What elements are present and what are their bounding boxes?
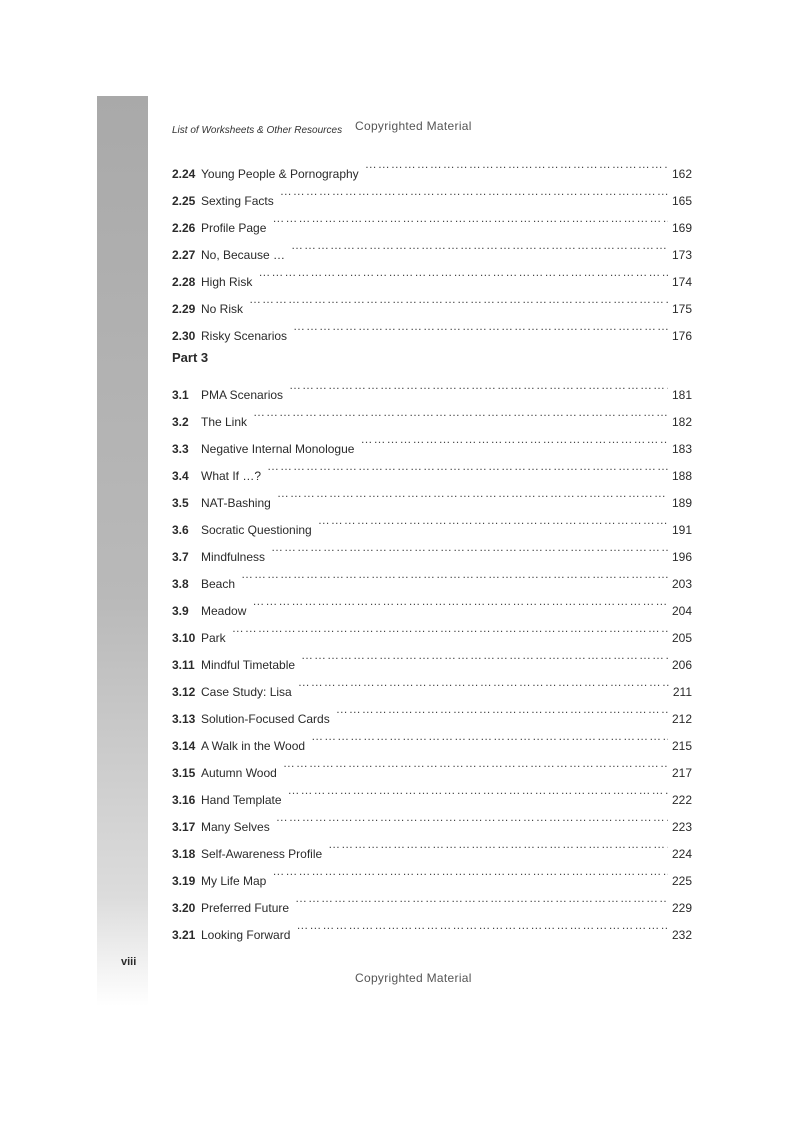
entry-number: 2.24: [172, 167, 196, 181]
table-of-contents: [172, 151, 692, 942]
entry-title: Negative Internal Monologue: [201, 442, 355, 456]
leader-dots: [296, 912, 668, 939]
leader-dots: [360, 426, 668, 453]
entry-title: Mindfulness: [201, 550, 266, 564]
page-number: viii: [121, 956, 137, 968]
entry-title: Preferred Future: [201, 901, 290, 915]
entry-number: 3.10: [172, 631, 196, 645]
toc-group-part-3: [172, 372, 692, 942]
leader-dots: [277, 480, 668, 507]
entry-page: 215: [671, 739, 692, 753]
entry-page: 224: [671, 847, 692, 861]
entry-number: 3.18: [172, 847, 196, 861]
toc-entry: [172, 588, 692, 618]
entry-number: 3.16: [172, 793, 196, 807]
entry-number: 2.28: [172, 275, 196, 289]
entry-title: PMA Scenarios: [201, 388, 284, 402]
leader-dots: [318, 507, 668, 534]
leader-dots: [295, 885, 668, 912]
leader-dots: [293, 313, 668, 340]
entry-page: 191: [671, 523, 692, 537]
entry-page: 176: [671, 329, 692, 343]
toc-entry: [172, 372, 692, 402]
entry-page: 211: [672, 685, 692, 699]
entry-title: Many Selves: [201, 820, 270, 834]
leader-dots: [258, 259, 668, 286]
part-heading: Part 3: [172, 350, 209, 365]
entry-page: 223: [671, 820, 692, 834]
entry-page: 205: [671, 631, 692, 645]
entry-page: 232: [671, 928, 692, 942]
entry-page: 188: [671, 469, 692, 483]
leader-dots: [288, 777, 668, 804]
leader-dots: [283, 750, 668, 777]
entry-title: High Risk: [201, 275, 253, 289]
toc-entry: [172, 561, 692, 591]
leader-dots: [298, 669, 669, 696]
entry-page: 165: [671, 194, 692, 208]
entry-page: 173: [671, 248, 692, 262]
entry-number: 3.20: [172, 901, 196, 915]
entry-number: 3.1: [172, 388, 189, 402]
entry-number: 3.21: [172, 928, 196, 942]
entry-number: 3.15: [172, 766, 196, 780]
leader-dots: [272, 858, 668, 885]
entry-page: 162: [671, 167, 692, 181]
leader-dots: [271, 534, 668, 561]
entry-number: 3.14: [172, 739, 196, 753]
entry-title: No Risk: [201, 302, 244, 316]
toc-group-part-2: [172, 151, 692, 343]
entry-number: 3.2: [172, 415, 189, 429]
running-head: List of Worksheets & Other Resources: [172, 125, 343, 136]
entry-title: Park: [201, 631, 226, 645]
entry-title: Beach: [201, 577, 236, 591]
entry-number: 3.9: [172, 604, 189, 618]
entry-page: 169: [671, 221, 692, 235]
leader-dots: [232, 615, 668, 642]
entry-title: Young People & Pornography: [201, 167, 359, 181]
entry-number: 3.17: [172, 820, 196, 834]
toc-entry: [172, 151, 692, 181]
entry-number: 3.7: [172, 550, 189, 564]
leader-dots: [301, 642, 668, 669]
leader-dots: [241, 561, 668, 588]
toc-entry: [172, 642, 692, 672]
entry-number: 3.6: [172, 523, 189, 537]
entry-page: 181: [671, 388, 692, 402]
entry-page: 217: [671, 766, 692, 780]
entry-page: 225: [671, 874, 692, 888]
leader-dots: [249, 286, 668, 313]
leader-dots: [253, 399, 668, 426]
entry-number: 3.11: [172, 658, 195, 672]
entry-title: NAT-Bashing: [201, 496, 271, 510]
entry-number: 3.3: [172, 442, 189, 456]
leader-dots: [291, 232, 668, 259]
entry-title: Meadow: [201, 604, 247, 618]
leader-dots: [289, 372, 668, 399]
entry-title: No, Because …: [201, 248, 286, 262]
entry-title: My Life Map: [201, 874, 267, 888]
leader-dots: [280, 178, 668, 205]
entry-page: 182: [671, 415, 692, 429]
entry-title: Risky Scenarios: [201, 329, 288, 343]
entry-title: Sexting Facts: [201, 194, 274, 208]
side-margin-bar: [97, 96, 148, 1006]
entry-page: 204: [671, 604, 692, 618]
leader-dots: [311, 723, 668, 750]
entry-title: Solution-Focused Cards: [201, 712, 330, 726]
leader-dots: [272, 205, 668, 232]
copyright-watermark-bottom: Copyrighted Material: [355, 971, 472, 985]
entry-number: 2.25: [172, 194, 196, 208]
entry-number: 3.4: [172, 469, 189, 483]
entry-page: 174: [671, 275, 692, 289]
entry-number: 2.27: [172, 248, 196, 262]
toc-entry: [172, 286, 692, 316]
entry-number: 2.29: [172, 302, 196, 316]
entry-number: 2.26: [172, 221, 196, 235]
entry-title: Self-Awareness Profile: [201, 847, 323, 861]
entry-number: 3.8: [172, 577, 189, 591]
entry-page: 206: [671, 658, 692, 672]
entry-number: 3.13: [172, 712, 196, 726]
leader-dots: [252, 588, 668, 615]
entry-title: Profile Page: [201, 221, 267, 235]
entry-page: 183: [671, 442, 692, 456]
entry-page: 203: [671, 577, 692, 591]
entry-page: 222: [671, 793, 692, 807]
entry-title: Case Study: Lisa: [201, 685, 292, 699]
entry-title: Mindful Timetable: [201, 658, 296, 672]
leader-dots: [365, 151, 668, 178]
entry-title: Hand Template: [201, 793, 282, 807]
entry-number: 2.30: [172, 329, 196, 343]
entry-title: A Walk in the Wood: [201, 739, 306, 753]
entry-page: 175: [671, 302, 692, 316]
entry-number: 3.19: [172, 874, 196, 888]
toc-entry: [172, 313, 692, 343]
entry-title: What If …?: [201, 469, 262, 483]
entry-page: 229: [671, 901, 692, 915]
entry-title: The Link: [201, 415, 248, 429]
entry-title: Autumn Wood: [201, 766, 277, 780]
leader-dots: [267, 453, 668, 480]
entry-title: Socratic Questioning: [201, 523, 312, 537]
entry-page: 189: [671, 496, 692, 510]
entry-number: 3.12: [172, 685, 196, 699]
toc-entry: [172, 615, 692, 645]
entry-page: 212: [671, 712, 692, 726]
leader-dots: [276, 804, 668, 831]
entry-page: 196: [671, 550, 692, 564]
leader-dots: [328, 831, 668, 858]
leader-dots: [336, 696, 668, 723]
entry-title: Looking Forward: [201, 928, 291, 942]
entry-number: 3.5: [172, 496, 189, 510]
copyright-watermark-top: Copyrighted Material: [355, 119, 472, 133]
